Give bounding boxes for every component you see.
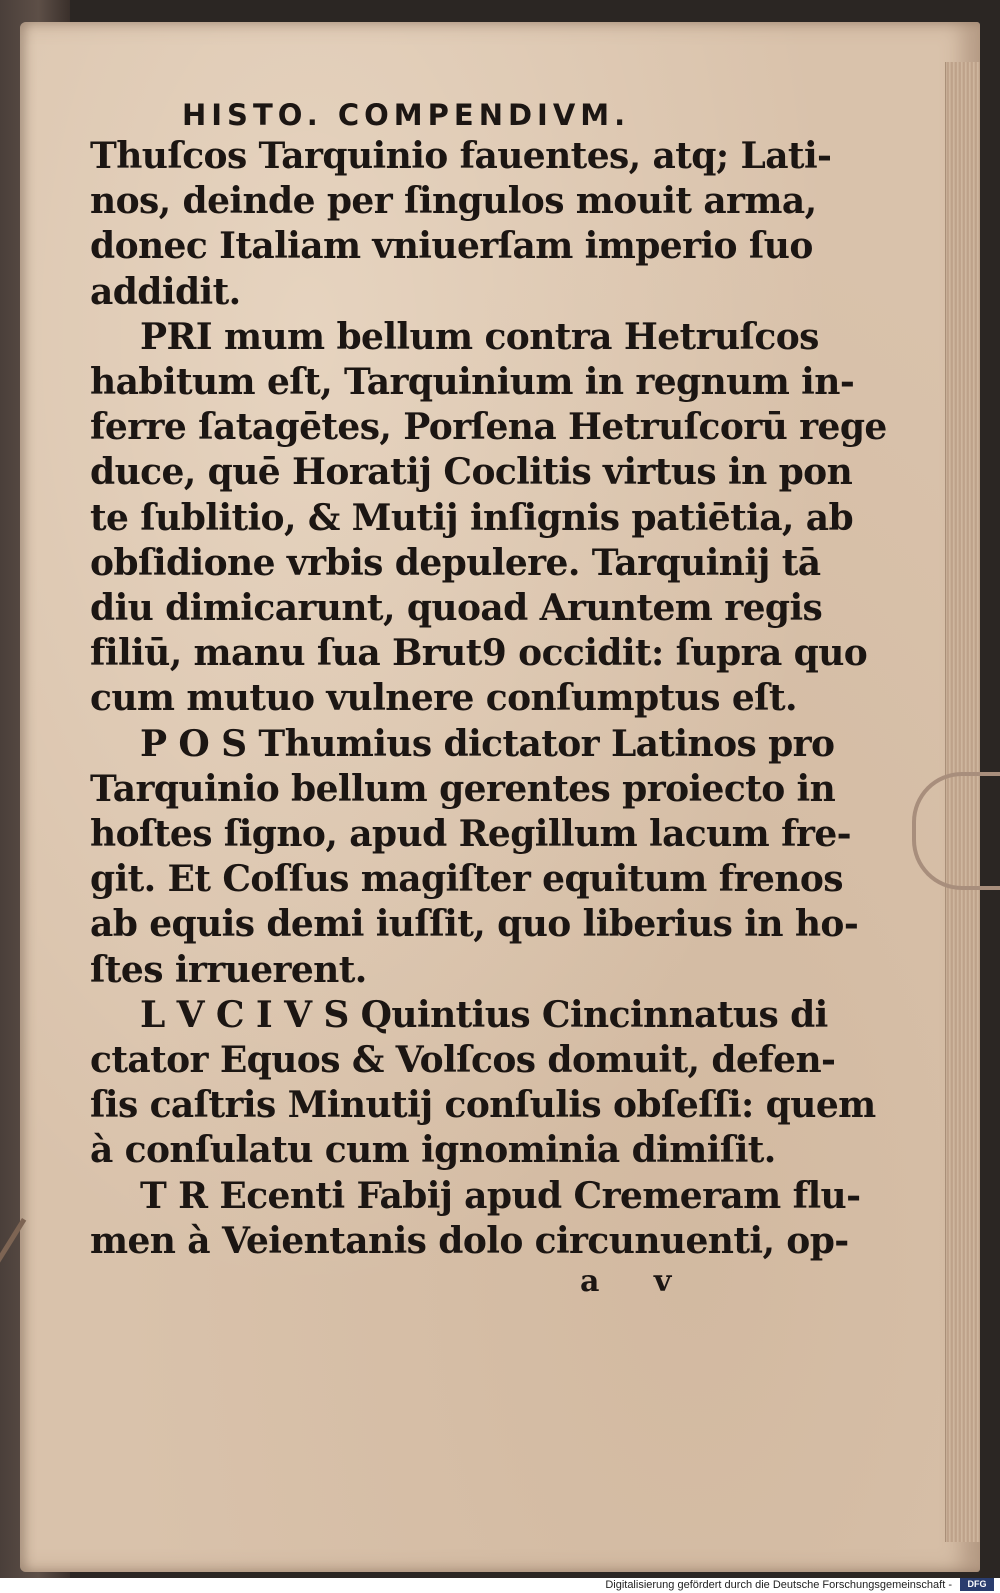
text-line: filiū, manu ſua Brut9 occidit: ſupra quo	[90, 632, 868, 675]
text-line: men à Veientanis dolo circunuenti, op-	[90, 1219, 849, 1262]
text-line: nos, deinde per ſingulos mouit arma,	[90, 180, 817, 223]
clasp-loop	[912, 772, 1000, 890]
main-text	[90, 96, 887, 1264]
text-line: ab equis demi iuſſit, quo liberius in ho-	[90, 903, 859, 946]
text-line: Tarquinio bellum gerentes proiecto in	[90, 767, 836, 810]
signature-mark: a v	[580, 1264, 694, 1299]
text-line: ſis caſtris Minutij conſulis obſeſſi: quem	[90, 1084, 876, 1127]
text-line: à conſulatu cum ignominia dimiſit.	[90, 1129, 776, 1172]
text-line: te ſublitio, & Mutij inſignis patiētia, ab	[90, 496, 854, 539]
running-head: HISTO. COMPENDIVM.	[182, 98, 631, 132]
text-line: ctator Equos & Volſcos domuit, defen-	[90, 1039, 836, 1082]
funding-credit: Digitalisierung gefördert durch die Deutsche Forschungsgemeinschaft -	[605, 1579, 952, 1591]
text-line: donec Italiam vniuerſam imperio ſuo	[90, 225, 813, 268]
dfg-logo: DFG	[960, 1578, 994, 1591]
text-line: Thuſcos Tarquinio fauentes, atq; Lati-	[90, 135, 832, 177]
text-line: diu dimicarunt, quoad Aruntem regis	[90, 587, 823, 630]
text-line: obſidione vrbis depulere. Tarquinij tā	[90, 541, 821, 584]
text-line: T R Ecenti Fabij apud Cremeram flu-	[140, 1174, 861, 1217]
text-line: git. Et Coſſus magiſter equitum frenos	[90, 858, 843, 901]
text-line: P O S Thumius dictator Latinos pro	[140, 722, 835, 765]
text-line: ſtes irruerent.	[90, 948, 367, 991]
text-line: PRI mum bellum contra Hetruſcos	[140, 315, 819, 358]
text-line: cum mutuo vulnere conſumptus eſt.	[90, 677, 797, 720]
text-line: ferre ſatagētes, Porſena Hetruſcorū rege	[90, 406, 887, 449]
text-line: habitum eſt, Tarquinium in regnum in-	[90, 361, 855, 404]
text-line: hoſtes ſigno, apud Regillum lacum fre-	[90, 813, 852, 856]
text-line: L V C I V S Quintius Cincinnatus di	[140, 993, 828, 1036]
text-line: duce, quē Horatij Coclitis virtus in pon	[90, 451, 853, 494]
text-line: addidit.	[90, 270, 241, 313]
